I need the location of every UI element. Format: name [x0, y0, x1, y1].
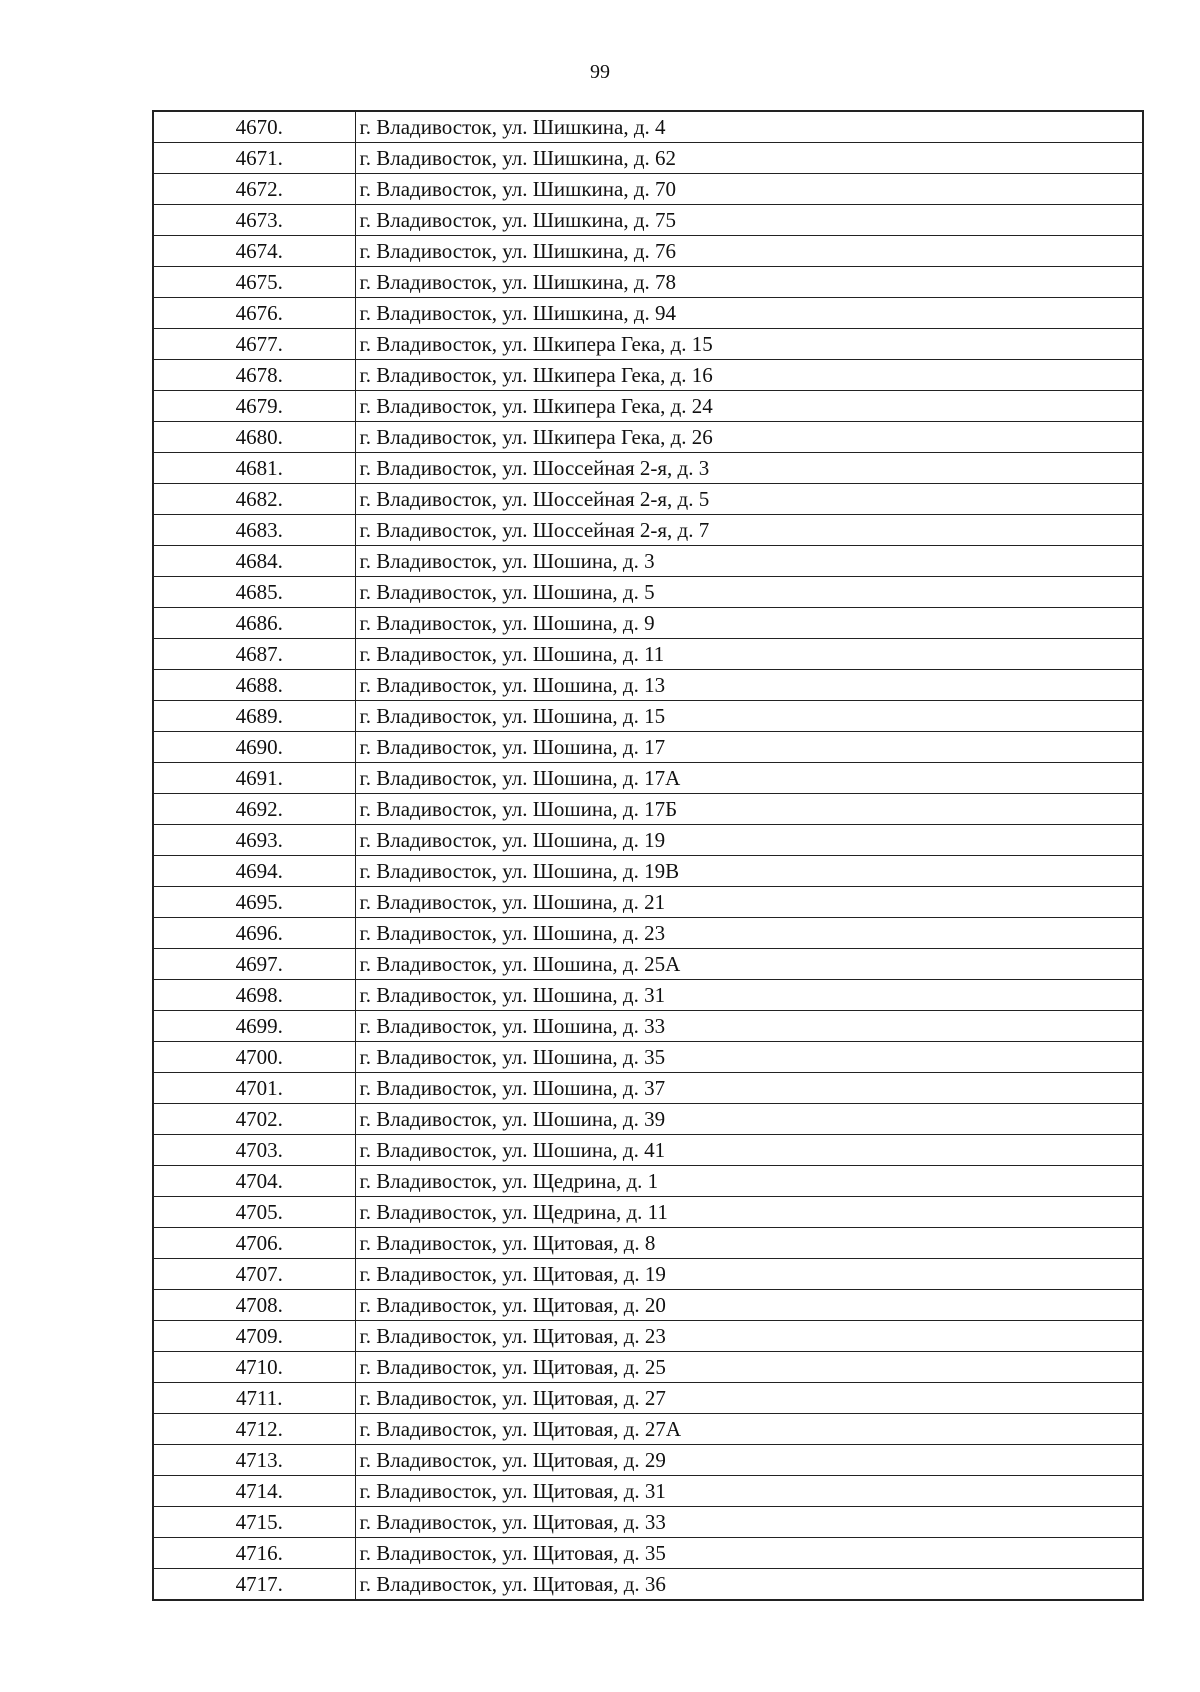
row-number: 4690. — [153, 732, 355, 763]
table-row — [153, 1197, 1143, 1228]
row-address: г. Владивосток, ул. Щитовая, д. 20 — [355, 1290, 1143, 1321]
row-address: г. Владивосток, ул. Шишкина, д. 94 — [355, 298, 1143, 329]
row-number: 4710. — [153, 1352, 355, 1383]
table-row — [153, 1135, 1143, 1166]
table-row — [153, 980, 1143, 1011]
row-number: 4692. — [153, 794, 355, 825]
row-number: 4699. — [153, 1011, 355, 1042]
row-address: г. Владивосток, ул. Шошина, д. 5 — [355, 577, 1143, 608]
row-number: 4681. — [153, 453, 355, 484]
row-address: г. Владивосток, ул. Щитовая, д. 33 — [355, 1507, 1143, 1538]
row-address: г. Владивосток, ул. Щитовая, д. 27 — [355, 1383, 1143, 1414]
row-number: 4679. — [153, 391, 355, 422]
row-number: 4682. — [153, 484, 355, 515]
row-address: г. Владивосток, ул. Щитовая, д. 36 — [355, 1569, 1143, 1601]
address-table — [152, 110, 1144, 1601]
row-address: г. Владивосток, ул. Шишкина, д. 62 — [355, 143, 1143, 174]
row-number: 4691. — [153, 763, 355, 794]
row-address: г. Владивосток, ул. Шошина, д. 23 — [355, 918, 1143, 949]
row-number: 4686. — [153, 608, 355, 639]
row-address: г. Владивосток, ул. Шоссейная 2-я, д. 3 — [355, 453, 1143, 484]
row-number: 4709. — [153, 1321, 355, 1352]
table-row — [153, 267, 1143, 298]
row-address: г. Владивосток, ул. Шошина, д. 13 — [355, 670, 1143, 701]
table-row — [153, 174, 1143, 205]
table-row — [153, 577, 1143, 608]
table-row — [153, 701, 1143, 732]
table-row — [153, 111, 1143, 143]
table-row — [153, 1042, 1143, 1073]
table-row — [153, 1414, 1143, 1445]
row-number: 4707. — [153, 1259, 355, 1290]
row-address: г. Владивосток, ул. Шошина, д. 21 — [355, 887, 1143, 918]
row-address: г. Владивосток, ул. Щитовая, д. 29 — [355, 1445, 1143, 1476]
row-address: г. Владивосток, ул. Щитовая, д. 19 — [355, 1259, 1143, 1290]
row-number: 4678. — [153, 360, 355, 391]
row-number: 4685. — [153, 577, 355, 608]
row-address: г. Владивосток, ул. Шошина, д. 17А — [355, 763, 1143, 794]
table-row — [153, 918, 1143, 949]
table-row — [153, 1507, 1143, 1538]
row-address: г. Владивосток, ул. Шошина, д. 15 — [355, 701, 1143, 732]
row-address: г. Владивосток, ул. Шоссейная 2-я, д. 7 — [355, 515, 1143, 546]
row-number: 4689. — [153, 701, 355, 732]
table-row — [153, 1445, 1143, 1476]
row-number: 4705. — [153, 1197, 355, 1228]
row-number: 4712. — [153, 1414, 355, 1445]
row-address: г. Владивосток, ул. Шошина, д. 19 — [355, 825, 1143, 856]
table-row — [153, 1569, 1143, 1601]
row-number: 4717. — [153, 1569, 355, 1601]
row-number: 4698. — [153, 980, 355, 1011]
table-row — [153, 329, 1143, 360]
table-row — [153, 763, 1143, 794]
row-address: г. Владивосток, ул. Шошина, д. 17Б — [355, 794, 1143, 825]
row-address: г. Владивосток, ул. Шошина, д. 39 — [355, 1104, 1143, 1135]
table-row — [153, 1476, 1143, 1507]
row-number: 4670. — [153, 111, 355, 143]
row-number: 4693. — [153, 825, 355, 856]
row-number: 4672. — [153, 174, 355, 205]
table-row — [153, 1259, 1143, 1290]
table-row — [153, 1073, 1143, 1104]
row-number: 4702. — [153, 1104, 355, 1135]
row-number: 4675. — [153, 267, 355, 298]
row-number: 4708. — [153, 1290, 355, 1321]
row-address: г. Владивосток, ул. Шишкина, д. 75 — [355, 205, 1143, 236]
row-number: 4673. — [153, 205, 355, 236]
row-address: г. Владивосток, ул. Шкипера Гека, д. 16 — [355, 360, 1143, 391]
row-number: 4713. — [153, 1445, 355, 1476]
table-row — [153, 1290, 1143, 1321]
row-number: 4701. — [153, 1073, 355, 1104]
row-number: 4680. — [153, 422, 355, 453]
table-row — [153, 1228, 1143, 1259]
row-number: 4700. — [153, 1042, 355, 1073]
row-address: г. Владивосток, ул. Шошина, д. 17 — [355, 732, 1143, 763]
row-number: 4704. — [153, 1166, 355, 1197]
row-number: 4697. — [153, 949, 355, 980]
row-address: г. Владивосток, ул. Шошина, д. 19В — [355, 856, 1143, 887]
table-row — [153, 1383, 1143, 1414]
row-address: г. Владивосток, ул. Шошина, д. 33 — [355, 1011, 1143, 1042]
table-row — [153, 1011, 1143, 1042]
row-number: 4684. — [153, 546, 355, 577]
table-row — [153, 205, 1143, 236]
row-address: г. Владивосток, ул. Щитовая, д. 25 — [355, 1352, 1143, 1383]
table-row — [153, 794, 1143, 825]
row-number: 4711. — [153, 1383, 355, 1414]
table-row — [153, 143, 1143, 174]
table-row — [153, 236, 1143, 267]
row-address: г. Владивосток, ул. Щитовая, д. 27А — [355, 1414, 1143, 1445]
table-row — [153, 453, 1143, 484]
row-address: г. Владивосток, ул. Шишкина, д. 76 — [355, 236, 1143, 267]
page-number: 99 — [590, 61, 610, 83]
row-address: г. Владивосток, ул. Щедрина, д. 1 — [355, 1166, 1143, 1197]
row-address: г. Владивосток, ул. Щитовая, д. 8 — [355, 1228, 1143, 1259]
row-address: г. Владивосток, ул. Шошина, д. 37 — [355, 1073, 1143, 1104]
table-row — [153, 670, 1143, 701]
address-table-body — [153, 111, 1143, 1600]
table-row — [153, 515, 1143, 546]
row-number: 4688. — [153, 670, 355, 701]
table-row — [153, 298, 1143, 329]
row-number: 4687. — [153, 639, 355, 670]
row-number: 4677. — [153, 329, 355, 360]
row-address: г. Владивосток, ул. Щитовая, д. 23 — [355, 1321, 1143, 1352]
table-row — [153, 1166, 1143, 1197]
row-number: 4714. — [153, 1476, 355, 1507]
table-row — [153, 856, 1143, 887]
table-row — [153, 1104, 1143, 1135]
row-address: г. Владивосток, ул. Шкипера Гека, д. 26 — [355, 422, 1143, 453]
row-address: г. Владивосток, ул. Шошина, д. 25А — [355, 949, 1143, 980]
row-number: 4696. — [153, 918, 355, 949]
table-row — [153, 1352, 1143, 1383]
table-row — [153, 391, 1143, 422]
row-address: г. Владивосток, ул. Шишкина, д. 70 — [355, 174, 1143, 205]
table-row — [153, 949, 1143, 980]
row-address: г. Владивосток, ул. Шошина, д. 9 — [355, 608, 1143, 639]
row-number: 4694. — [153, 856, 355, 887]
row-address: г. Владивосток, ул. Шкипера Гека, д. 24 — [355, 391, 1143, 422]
row-address: г. Владивосток, ул. Шошина, д. 35 — [355, 1042, 1143, 1073]
table-row — [153, 546, 1143, 577]
table-row — [153, 732, 1143, 763]
row-address: г. Владивосток, ул. Щитовая, д. 35 — [355, 1538, 1143, 1569]
table-row — [153, 887, 1143, 918]
table-row — [153, 422, 1143, 453]
row-address: г. Владивосток, ул. Шкипера Гека, д. 15 — [355, 329, 1143, 360]
row-number: 4683. — [153, 515, 355, 546]
row-address: г. Владивосток, ул. Шишкина, д. 78 — [355, 267, 1143, 298]
row-address: г. Владивосток, ул. Шоссейная 2-я, д. 5 — [355, 484, 1143, 515]
table-row — [153, 825, 1143, 856]
table-row — [153, 639, 1143, 670]
row-number: 4676. — [153, 298, 355, 329]
row-address: г. Владивосток, ул. Шошина, д. 31 — [355, 980, 1143, 1011]
row-number: 4716. — [153, 1538, 355, 1569]
table-row — [153, 608, 1143, 639]
row-address: г. Владивосток, ул. Щедрина, д. 11 — [355, 1197, 1143, 1228]
row-number: 4671. — [153, 143, 355, 174]
table-row — [153, 360, 1143, 391]
row-address: г. Владивосток, ул. Шишкина, д. 4 — [355, 111, 1143, 143]
row-number: 4674. — [153, 236, 355, 267]
row-number: 4703. — [153, 1135, 355, 1166]
table-row — [153, 1538, 1143, 1569]
row-address: г. Владивосток, ул. Шошина, д. 3 — [355, 546, 1143, 577]
row-address: г. Владивосток, ул. Щитовая, д. 31 — [355, 1476, 1143, 1507]
table-row — [153, 484, 1143, 515]
row-number: 4706. — [153, 1228, 355, 1259]
row-address: г. Владивосток, ул. Шошина, д. 11 — [355, 639, 1143, 670]
table-row — [153, 1321, 1143, 1352]
row-number: 4715. — [153, 1507, 355, 1538]
row-number: 4695. — [153, 887, 355, 918]
row-address: г. Владивосток, ул. Шошина, д. 41 — [355, 1135, 1143, 1166]
